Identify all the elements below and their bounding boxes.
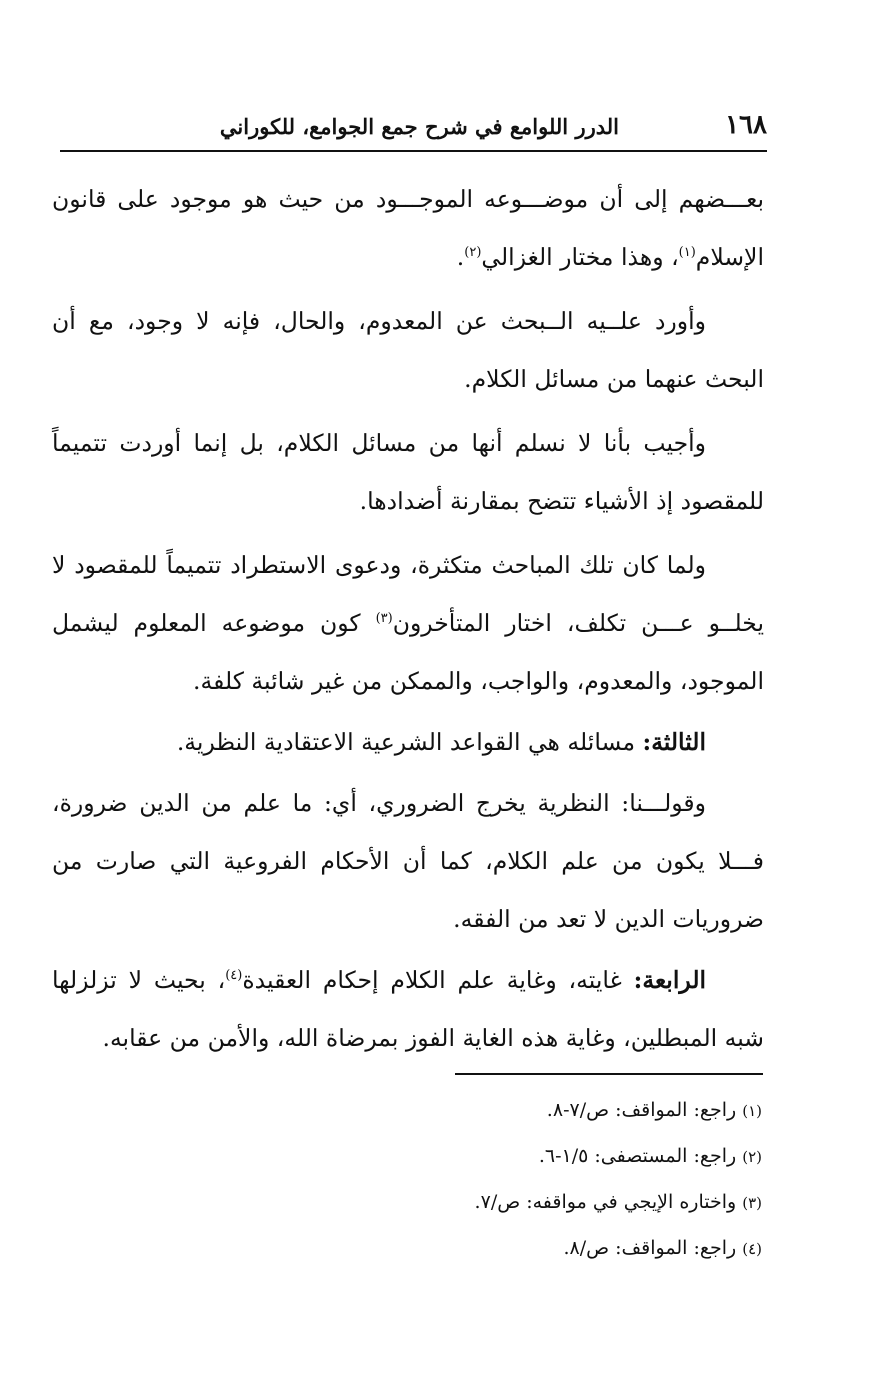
paragraph-text: بعـــضهم إلى أن موضـــوعه الموجـــود من حيث هو موجود على قانون الإسلام <box>52 185 764 271</box>
main-text <box>52 170 764 1067</box>
footnote-text: واختاره الإيجي في مواقفه: ص/٧. <box>474 1191 743 1213</box>
paragraph-3 <box>52 414 764 530</box>
running-title: الدرر اللوامع في شرح جمع الجوامع، للكوراني <box>219 114 619 139</box>
paragraph-6 <box>52 774 764 948</box>
footnote-text: راجع: المستصفى: ١/٥-٦. <box>538 1145 743 1167</box>
footnote-1 <box>300 1088 762 1134</box>
footnote-4 <box>300 1226 762 1272</box>
footnote-number: (٣) <box>742 1194 762 1212</box>
section-label-fourth: الرابعة: <box>633 966 707 994</box>
paragraph-text: . <box>456 243 465 271</box>
paragraph-text: ، بحيث لا تزلزلها شبه المبطلين، وغاية هذه الغاية الفوز بمرضاة الله، والأمن من عقابه. <box>52 966 764 1052</box>
footnote-ref-3: (٣) <box>375 611 393 627</box>
paragraph-5 <box>52 713 764 771</box>
paragraph-text: ، وهذا مختار الغزالي <box>481 243 679 271</box>
page-number: ١٦٨ <box>725 110 767 140</box>
paragraph-text: وأجيب بأنا لا نسلم أنها من مسائل الكلام، بل إنما أوردت تتميماً للمقصود إذ الأشياء تتضح بمقارنة أضدادها. <box>52 429 764 515</box>
footnote-number: (٢) <box>742 1148 762 1166</box>
page-header <box>62 108 767 148</box>
paragraph-4 <box>52 536 764 710</box>
paragraph-text: وأورد علــيه الــبحث عن المعدوم، والحال، فإنه لا وجود، مع أن البحث عنهما من مسائل الكلام. <box>52 307 764 393</box>
paragraph-7 <box>52 951 764 1067</box>
footnote-ref-4: (٤) <box>225 968 243 984</box>
footnote-number: (١) <box>742 1102 762 1120</box>
footnote-text: راجع: المواقف: ص/٧-٨. <box>546 1099 743 1121</box>
footnote-text: راجع: المواقف: ص/٨. <box>563 1237 743 1259</box>
paragraph-2 <box>52 292 764 408</box>
header-rule <box>60 150 767 152</box>
paragraph-text: كون موضوعه المعلوم ليشمل الموجود، والمعدوم، والواجب، والممكن من غير شائبة كلفة. <box>52 609 764 695</box>
footnote-ref-1: (١) <box>678 245 696 261</box>
footnote-number: (٤) <box>742 1240 762 1258</box>
section-label-third: الثالثة: <box>642 728 706 756</box>
footnote-3 <box>300 1180 762 1226</box>
paragraph-text: غايته، وغاية علم الكلام إحكام العقيدة <box>242 966 634 994</box>
paragraph-text: وقولـــنا: النظرية يخرج الضروري، أي: ما علم من الدين ضرورة، فـــلا يكون من علم الكلام، كما أن الأحكام الفروعية التي صارت من ضروريات الدين لا تعد من الفقه. <box>52 789 764 933</box>
paragraph-text: ولما كان تلك المباحث متكثرة، ودعوى الاستطراد تتميماً للمقصود لا يخلــو عـــن تكلف، اختار المتأخرون <box>52 551 764 637</box>
paragraph-1 <box>52 170 764 286</box>
footnote-ref-2: (٢) <box>464 245 482 261</box>
paragraph-text: مسائله هي القواعد الشرعية الاعتقادية النظرية. <box>176 728 643 756</box>
footnote-2 <box>300 1134 762 1180</box>
footnotes <box>300 1088 762 1272</box>
footnote-rule <box>455 1073 763 1075</box>
